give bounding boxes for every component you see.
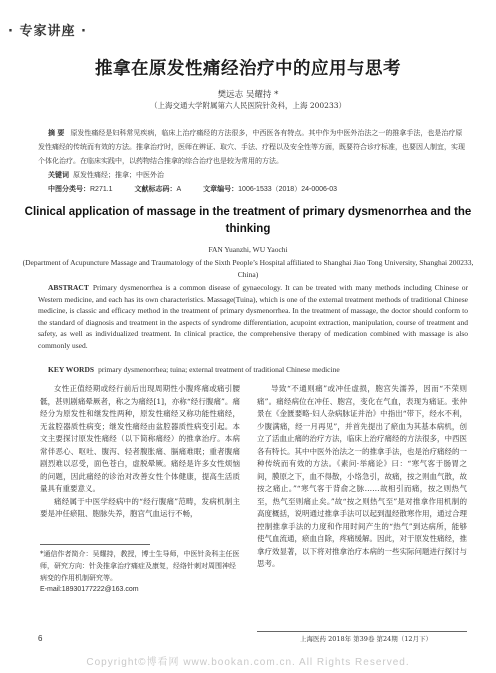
page-number: 6 — [38, 634, 43, 643]
authors-en: FAN Yuanzhi, WU Yaochi — [208, 245, 288, 254]
keywords-zh-text: 原发性痛经；推拿；中医外治 — [73, 171, 164, 179]
footnote-text: *通信作者简介：吴耀持，教授，博士生导师，中医针灸科主任医师，研究方向：针灸推拿治疗痛症及康复，经络针刺对周围神经病变的作用机制研究等。 — [40, 550, 240, 582]
keywords-en-text: primary dysmenorrhea; tuina; external treatment of traditional Chinese medicine — [98, 365, 340, 374]
classification-line — [48, 184, 357, 194]
footnote-email: E-mail:18930177222@163.com — [40, 586, 139, 593]
doc-code-field: 文献标志码：A — [134, 186, 182, 193]
abstract-en — [38, 282, 468, 351]
body-column-right — [257, 383, 467, 571]
keywords-en — [48, 365, 468, 374]
clc-field: 中图分类号：R271.1 — [48, 186, 113, 193]
column-badge: · 专家讲座 · — [8, 24, 87, 39]
body-column-left — [40, 383, 240, 521]
body-paragraph: 痛经属于中医学经病中的“经行腹痛”范畴，发病机制主要是冲任瘀阻、胞脉失养，胞宫气血运行不畅， — [40, 496, 240, 518]
footer-divider — [257, 631, 467, 632]
body-paragraph: 女性正值经期或经行前后出现周期性小腹疼痛或痛引腰骶，甚则剧痛晕厥者，称之为痛经[1]，亦称“经行腹痛”。痛经分为原发性和继发性两种，原发性痛经又称功能性痛经，无盆腔器质性病变；继发性痛经由盆腔器质性病变引起。本文主要探讨原发性痛经（以下简称痛经）的推拿治疗。本病常伴恶心、呕吐、腹泻、轻者腹胀痛、膈痛难眠；重者腹痛剧烈难以忍受，面色苍白，虚脱晕厥。痛经是许多女性烦恼的问题，因此痛经的诊治对改善女性个体健康，提高生活质量具有重要意义。 — [40, 384, 240, 493]
footnote-divider — [40, 544, 150, 545]
affiliation-zh: （上海交通大学附属第六人民医院针灸科，上海 200233） — [149, 101, 346, 110]
body-paragraph: 导致“不通则痛”或冲任虚损，胞宫失濡养，因而“不荣则痛”。痛经病位在冲任、胞宫，变化在气血，表现为痛证。张仲景在《金匮要略·妇人杂病脉证并治》中指出“带下，经水不利，少腹满痛，经一月再见”，并首先提出了瘀血为其基本病机，创立了活血止痛的治疗方法，临床上治疗痛经的方法很多，中西医各有特长。其中中医外治法之一的推拿手法，也是治疗痛经的一种传统而有效的方法。《素问·举痛论》曰：“寒气客于肠胃之间，膜原之下，血不得散，小络急引，故痛，按之则血气散，故按之痛止。”“寒气客于背俞之脉……故相引而痛，按之则热气至，热气至则痛止矣。”故“按之则热气至”是对推拿作用机制的高度概括，说明通过推拿手法可以起到温经散寒作用，通过合理控制推拿手法的力度和作用时间产生的“热气”到达病所，能够使气血流通，瘀血自除，疼痛缓解。因此，对于原发性痛经，推拿疗效显著，以下将对推拿治疗本病的一些实际问题进行探讨与思考。 — [257, 384, 467, 568]
affiliation-en: (Department of Acupuncture Massage and Traumatology of the Sixth People’s Hospital affiliated to Shanghai Jiao Tong University, Shanghai 200233, China) — [22, 258, 474, 279]
abstract-en-text: Primary dysmenorrhea is a common disease of gynaecology. It can be treated with many methods including Chinese or Western medicine, and each has its own characteristics. Massage(Tuina), which is one of the external treatment methods of traditional Chinese medicine, is classic and efficacy method in the treatment of primary dysmenorrhea. In the treatment of massage, the doctor should conform to the standard of diagnosis and treatment in the aspects of syndrome differentiation, acupoint extraction, manipulation, course of treatment and safety, as well as individualized treatment. In clinical practice, the comprehensive therapy of medication combined with massage is also commonly used. — [38, 283, 468, 350]
keywords-zh — [48, 170, 468, 180]
keywords-zh-label: 关键词 — [48, 170, 69, 179]
abstract-zh-text: 原发性痛经是妇科常见疾病，临床上治疗痛经的方法很多，中西医各有特点。其中作为中医外治法之一的推拿手法，也是治疗原发性痛经的传统而有效的方法。推拿治疗时，医师在辨证、取穴、手法、疗程以及安全性等方面，既要符合诊疗标准，也要因人制宜，实现个体化治疗。在临床实践中，以药物结合推拿的综合治疗也是较为常用的方法。 — [38, 129, 465, 165]
author-footnote — [40, 548, 240, 596]
abstract-en-label: ABSTRACT — [48, 283, 89, 292]
article-no-field: 文章编号：1006-1533（2018）24-0006-03 — [203, 186, 338, 193]
journal-footer: 上海医药 2018年 第39卷 第24期（12月下） — [300, 635, 433, 643]
abstract-zh-label: 摘 要 — [48, 128, 65, 137]
article-title-en: Clinical application of massage in the treatment of primary dysmenorrhea and the thinking — [24, 206, 472, 235]
keywords-en-label: KEY WORDS — [48, 365, 95, 374]
copyright-watermark: Copyright©博看网 www.bookan.com.cn. All Rights Reserved. — [86, 657, 410, 668]
authors-zh: 樊远志 吴耀持 * — [217, 90, 279, 100]
abstract-zh — [38, 126, 468, 168]
article-title-zh: 推拿在原发性痛经治疗中的应用与思考 — [95, 59, 401, 79]
